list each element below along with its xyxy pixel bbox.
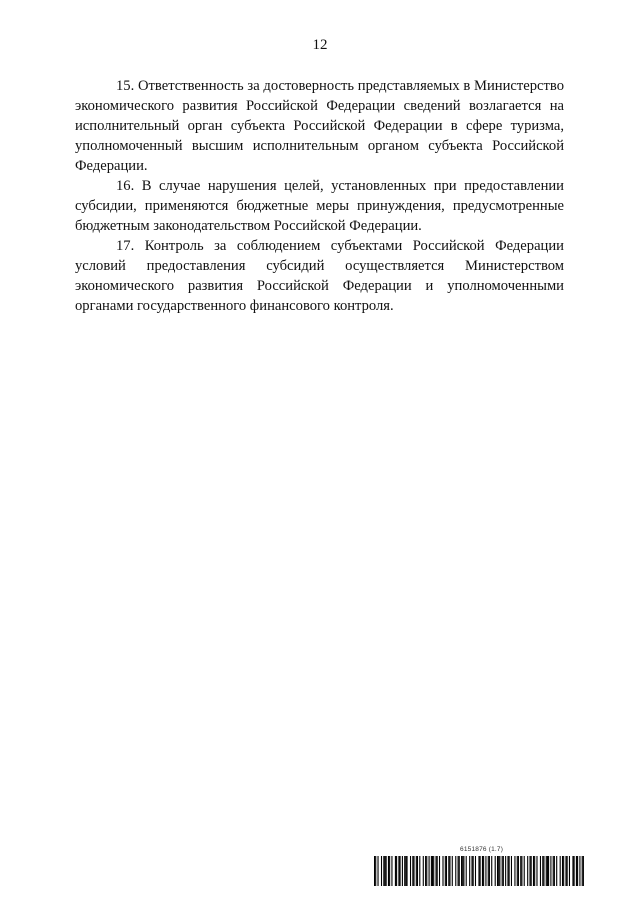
barcode-bar — [480, 856, 481, 886]
barcode-bar — [400, 856, 401, 886]
barcode-bar — [509, 856, 510, 886]
barcode-bar — [395, 856, 396, 886]
barcode-bar — [489, 856, 490, 886]
barcode-bar — [488, 856, 489, 886]
paragraph-16: 16. В случае нарушения целей, установленных при предоставлении субсидии, применяются бюджетные меры принуждения, предусмотренные бюджетным законодательством Российской Федерации. — [75, 178, 564, 234]
barcode-bar — [388, 856, 389, 886]
barcode-bar — [398, 856, 399, 886]
barcode-bar — [469, 856, 470, 886]
barcode-bar — [520, 856, 521, 886]
barcode-bar — [458, 856, 459, 886]
barcode-bar — [553, 856, 554, 886]
barcode-bar — [431, 856, 432, 886]
barcode-bar — [560, 856, 561, 886]
barcode-bar — [383, 856, 384, 886]
barcode-bar — [565, 856, 566, 886]
barcode-bar — [377, 856, 378, 886]
barcode-bar — [529, 856, 530, 886]
barcode-bar — [404, 856, 405, 886]
barcode-bar — [374, 856, 375, 886]
barcode-bar — [462, 856, 463, 886]
barcode-bar — [437, 856, 438, 886]
barcode-bar — [562, 856, 563, 886]
barcode-bar — [542, 856, 543, 886]
barcode-bar — [412, 856, 413, 886]
barcode-bar — [410, 856, 411, 886]
barcode-bar — [475, 856, 476, 886]
document-body — [75, 76, 564, 316]
barcode-bar — [505, 856, 506, 886]
barcode-bar — [503, 856, 504, 886]
barcode-bar — [482, 856, 483, 886]
barcode-bar — [514, 856, 515, 886]
barcode-bar — [402, 856, 403, 886]
barcode-bar — [576, 856, 577, 886]
barcode-bar — [534, 856, 535, 886]
barcode-bar — [426, 856, 427, 886]
barcode-bar — [550, 856, 551, 886]
barcode-bar — [567, 856, 568, 886]
barcode-bar — [531, 856, 532, 886]
barcode-bar — [413, 856, 414, 886]
barcode-bar — [527, 856, 528, 886]
barcode-bar — [548, 856, 549, 886]
barcode-bar — [569, 856, 570, 886]
barcode-bar — [429, 856, 430, 886]
barcode-bar — [582, 856, 583, 886]
barcode-bar — [389, 856, 390, 886]
barcode-bar — [381, 856, 382, 886]
barcode-bar — [419, 856, 420, 886]
barcode-bar — [543, 856, 544, 886]
barcode-bar — [425, 856, 426, 886]
barcode-bar — [547, 856, 548, 886]
barcode-bar — [463, 856, 464, 886]
barcode-bar — [485, 856, 486, 886]
barcode-block — [374, 846, 584, 886]
barcode-bar — [483, 856, 484, 886]
barcode-bar — [442, 856, 443, 886]
barcode-bar — [391, 856, 392, 886]
barcode-bar — [466, 856, 467, 886]
barcode-bar — [554, 856, 555, 886]
barcode-bar — [375, 856, 376, 886]
barcode-bar — [491, 856, 492, 886]
barcode-bar — [540, 856, 541, 886]
barcode-bar — [432, 856, 433, 886]
barcode-bar — [497, 856, 498, 886]
barcode-bar — [446, 856, 447, 886]
barcode-bar — [439, 856, 440, 886]
barcode-image — [374, 856, 584, 886]
barcode-bar — [416, 856, 417, 886]
barcode-bar — [511, 856, 512, 886]
barcode-bar — [524, 856, 525, 886]
paragraph-15: 15. Ответственность за достоверность представляемых в Министерство экономического развития Российской Федерации сведений возлагается на исполнительный орган субъекта Российской Федерации в сфере туризма, уполномоченный высшим исполнительным органом субъекта Российской Федерации. — [75, 78, 564, 174]
barcode-caption: 6151876 (1.7) — [460, 846, 504, 853]
barcode-bar — [518, 856, 519, 886]
barcode-bar — [406, 856, 407, 886]
barcode-bar — [572, 856, 573, 886]
barcode-bar — [507, 856, 508, 886]
barcode-bar — [583, 856, 584, 886]
barcode-bar — [533, 856, 534, 886]
barcode-bar — [574, 856, 575, 886]
barcode-bar — [417, 856, 418, 886]
barcode-bar — [386, 856, 387, 886]
barcode-bar — [455, 856, 456, 886]
barcode-bar — [433, 856, 434, 886]
paragraph-17: 17. Контроль за соблюдением субъектами Российской Федерации условий предоставления субсидий осуществляется Министерством экономического развития Российской Федерации и уполномоченными органами государственного финансового контроля. — [75, 238, 564, 314]
barcode-bar — [502, 856, 503, 886]
barcode-bar — [495, 856, 496, 886]
barcode-bar — [546, 856, 547, 886]
barcode-bar — [536, 856, 537, 886]
barcode-bar — [473, 856, 474, 886]
barcode-bar — [498, 856, 499, 886]
barcode-bar — [435, 856, 436, 886]
barcode-bar — [405, 856, 406, 886]
barcode-bar — [478, 856, 479, 886]
barcode-bar — [556, 856, 557, 886]
barcode-bar — [521, 856, 522, 886]
page-number: 12 — [312, 37, 328, 53]
barcode-bar — [452, 856, 453, 886]
barcode-bar — [423, 856, 424, 886]
barcode-bar — [449, 856, 450, 886]
barcode-bar — [448, 856, 449, 886]
barcode-bar — [471, 856, 472, 886]
barcode-bar — [459, 856, 460, 886]
barcode-bar — [384, 856, 385, 886]
barcode-bar — [499, 856, 500, 886]
barcode-bar — [563, 856, 564, 886]
barcode-bar — [396, 856, 397, 886]
barcode-bar — [579, 856, 580, 886]
barcode-bar — [445, 856, 446, 886]
barcode-bar — [577, 856, 578, 886]
barcode-bar — [461, 856, 462, 886]
barcode-bar — [517, 856, 518, 886]
